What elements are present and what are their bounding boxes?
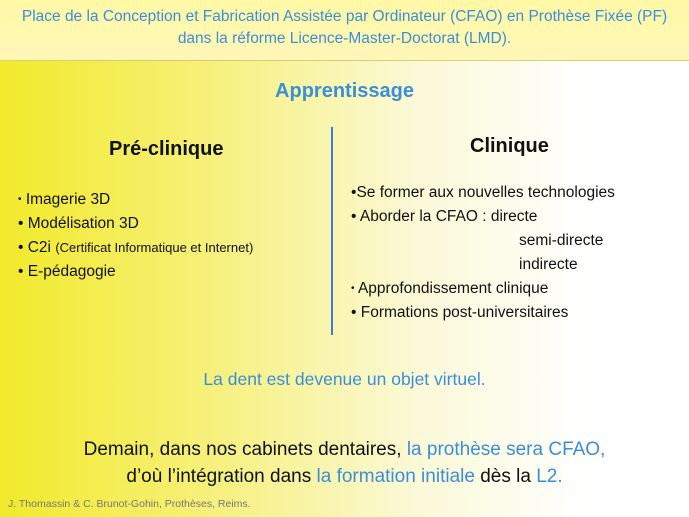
header-banner (0, 0, 689, 61)
list-item: •Se former aux nouvelles technologies (351, 184, 615, 201)
list-item: • Formations post-universitaires (351, 304, 569, 321)
conclusion-text: Demain, dans nos cabinets dentaires, la prothèse sera CFAO, d’où l’intégration dans la formation initiale dès la L2. (83, 439, 606, 487)
list-item: • Aborder la CFAO : directe (351, 208, 538, 225)
list-item: • Approfondissement clinique (351, 280, 549, 297)
clinique-list (351, 181, 615, 325)
preclinique-title: Pré-clinique (109, 138, 224, 160)
slide-title: Place de la Conception et Fabrication Assistée par Ordinateur (CFAO) en Prothèse Fixée (PF) dans la réforme Licence-Master-Doctorat (LMD). (21, 8, 668, 47)
footer-credit: J. Thomassin & C. Brunot-Gohin, Prothèses, Reims. (8, 498, 251, 510)
list-item: • E-pédagogie (18, 263, 116, 280)
preclinique-list (18, 188, 253, 284)
virtual-statement: La dent est devenue un objet virtuel. (203, 369, 486, 389)
list-item: • C2i (Certificat Informatique et Internet) (18, 239, 254, 256)
column-divider (331, 127, 333, 335)
clinique-title: Clinique (470, 135, 549, 157)
list-item: • Modélisation 3D (18, 215, 139, 232)
section-title: Apprentissage (275, 80, 414, 102)
list-item: semi-directe (519, 232, 604, 249)
list-item: indirecte (519, 256, 578, 273)
list-item: • Imagerie 3D (18, 191, 111, 208)
